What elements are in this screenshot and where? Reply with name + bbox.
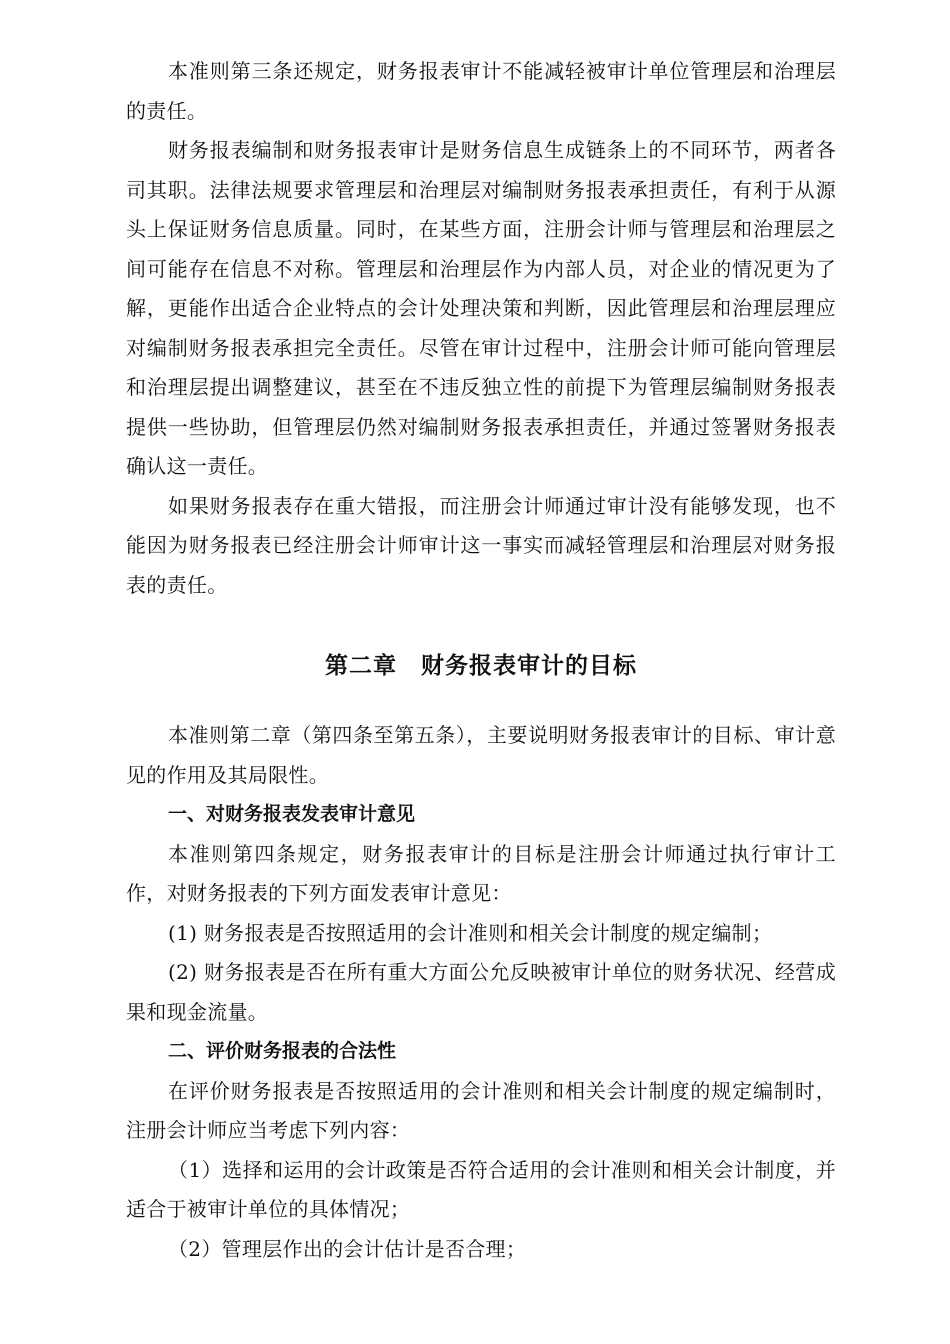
paragraph: 如果财务报表存在重大错报，而注册会计师通过审计没有能够发现，也不能因为财务报表已经注册会计师审计这一事实而减轻管理层和治理层对财务报表的责任。: [126, 493, 836, 597]
list-item: (2) 财务报表是否在所有重大方面公允反映被审计单位的财务状况、经营成果和现金流量。: [126, 960, 836, 1024]
document-page: [126, 52, 836, 1269]
chapter-title: 第二章 财务报表审计的目标: [325, 653, 637, 679]
section-heading: 二、评价财务报表的合法性: [168, 1040, 397, 1062]
section-intro: 在评价财务报表是否按照适用的会计准则和相关会计制度的规定编制时，注册会计师应当考虑下列内容：: [126, 1078, 836, 1142]
chapter-intro: 本准则第二章（第四条至第五条），主要说明财务报表审计的目标、审计意见的作用及其局限性。: [126, 723, 836, 787]
list-item: （1）选择和运用的会计政策是否符合适用的会计准则和相关会计制度，并适合于被审计单位的具体情况；: [126, 1157, 836, 1221]
list-item: (1) 财务报表是否按照适用的会计准则和相关会计制度的规定编制；: [168, 920, 773, 945]
section-heading: 一、对财务报表发表审计意见: [168, 803, 416, 825]
paragraph: 本准则第三条还规定，财务报表审计不能减轻被审计单位管理层和治理层的责任。: [126, 59, 836, 123]
section-intro: 本准则第四条规定，财务报表审计的目标是注册会计师通过执行审计工作，对财务报表的下列方面发表审计意见：: [126, 841, 836, 905]
paragraph: 财务报表编制和财务报表审计是财务信息生成链条上的不同环节，两者各司其职。法律法规要求管理层和治理层对编制财务报表承担责任，有利于从源头上保证财务信息质量。同时，在某些方面，注册会计师与管理层和治理层之间可能存在信息不对称。管理层和治理层作为内部人员，对企业的情况更为了解，更能作出适合企业特点的会计处理决策和判断，因此管理层和治理层理应对编制财务报表承担完全责任。尽管在审计过程中，注册会计师可能向管理层和治理层提出调整建议，甚至在不违反独立性的前提下为管理层编制财务报表提供一些协助，但管理层仍然对编制财务报表承担责任，并通过签署财务报表确认这一责任。: [126, 138, 836, 478]
list-item: （2）管理层作出的会计估计是否合理；: [168, 1236, 527, 1261]
